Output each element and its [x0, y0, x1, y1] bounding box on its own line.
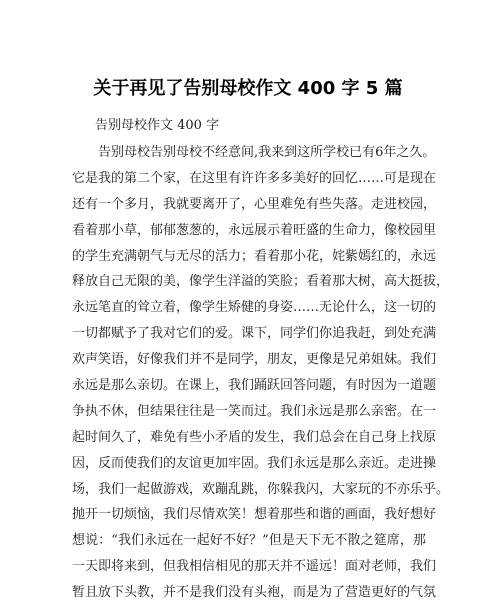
essay-line: 释放自己无限的美，像学生洋溢的笑脸；看着那大树，高大挺拔， [72, 274, 450, 290]
essay-line: 它是我的第二个家，在这里有许许多多美好的回忆……可是现在 [72, 170, 437, 186]
essay-line: 因，反而使我们的友谊更加牢固。我们永远是那么亲近。走进操 [72, 455, 437, 471]
essay-line: 一天即将来到，但我相信相见的那天并不遥远！面对老师，我们 [72, 559, 437, 575]
essay-line: 一切都赋予了我对它们的爱。课下，同学们你追我赶，到处充满 [72, 326, 437, 342]
essay-line: 看着那小草，郁郁葱葱的，永远展示着旺盛的生命力，像校园里 [72, 222, 437, 238]
essay-line: 欢声笑语，好像我们并不是同学，朋友，更像是兄弟姐妹。我们 [72, 352, 437, 368]
essay-line: 想说：“我们永远在一起好不好？”但是天下无不散之筵席，那 [72, 533, 426, 549]
essay-line: 永远笔直的耸立着，像学生矫健的身姿……无论什么，这一切的 [72, 300, 437, 316]
document-subtitle: 告别母校作文 400 字 [95, 118, 220, 133]
essay-body [72, 140, 450, 606]
essay-line: 起时间久了，难免有些小矛盾的发生，我们总会在自己身上找原 [72, 429, 437, 445]
essay-line: 永远是那么亲切。在课上，我们踊跃回答问题，有时因为一道题 [72, 378, 437, 394]
essay-line: 的学生充满朝气与无尽的活力；看着那小花，姹紫嫣红的，永远 [72, 248, 437, 264]
essay-line: 争执不休，但结果往往是一笑而过。我们永远是那么亲密。在一 [72, 403, 437, 419]
essay-line: 告别母校告别母校不经意间,我来到这所学校已有6年之久。 [98, 145, 436, 160]
essay-line: 场，我们一起做游戏，欢蹦乱跳，你躲我闪，大家玩的不亦乐乎。 [72, 481, 450, 497]
document-title: 关于再见了告别母校作文 400 字 5 篇 [93, 78, 403, 99]
essay-line: 还有一个多月，我就要离开了，心里难免有些失落。走进校园， [72, 196, 437, 212]
essay-line: 抛开一切烦恼，我们尽情欢笑！想着那些和谐的画面，我好想好 [72, 507, 437, 523]
essay-line: 暂且放下头教，并不是我们没有头袍，而是为了营造更好的气氛 [72, 585, 437, 601]
